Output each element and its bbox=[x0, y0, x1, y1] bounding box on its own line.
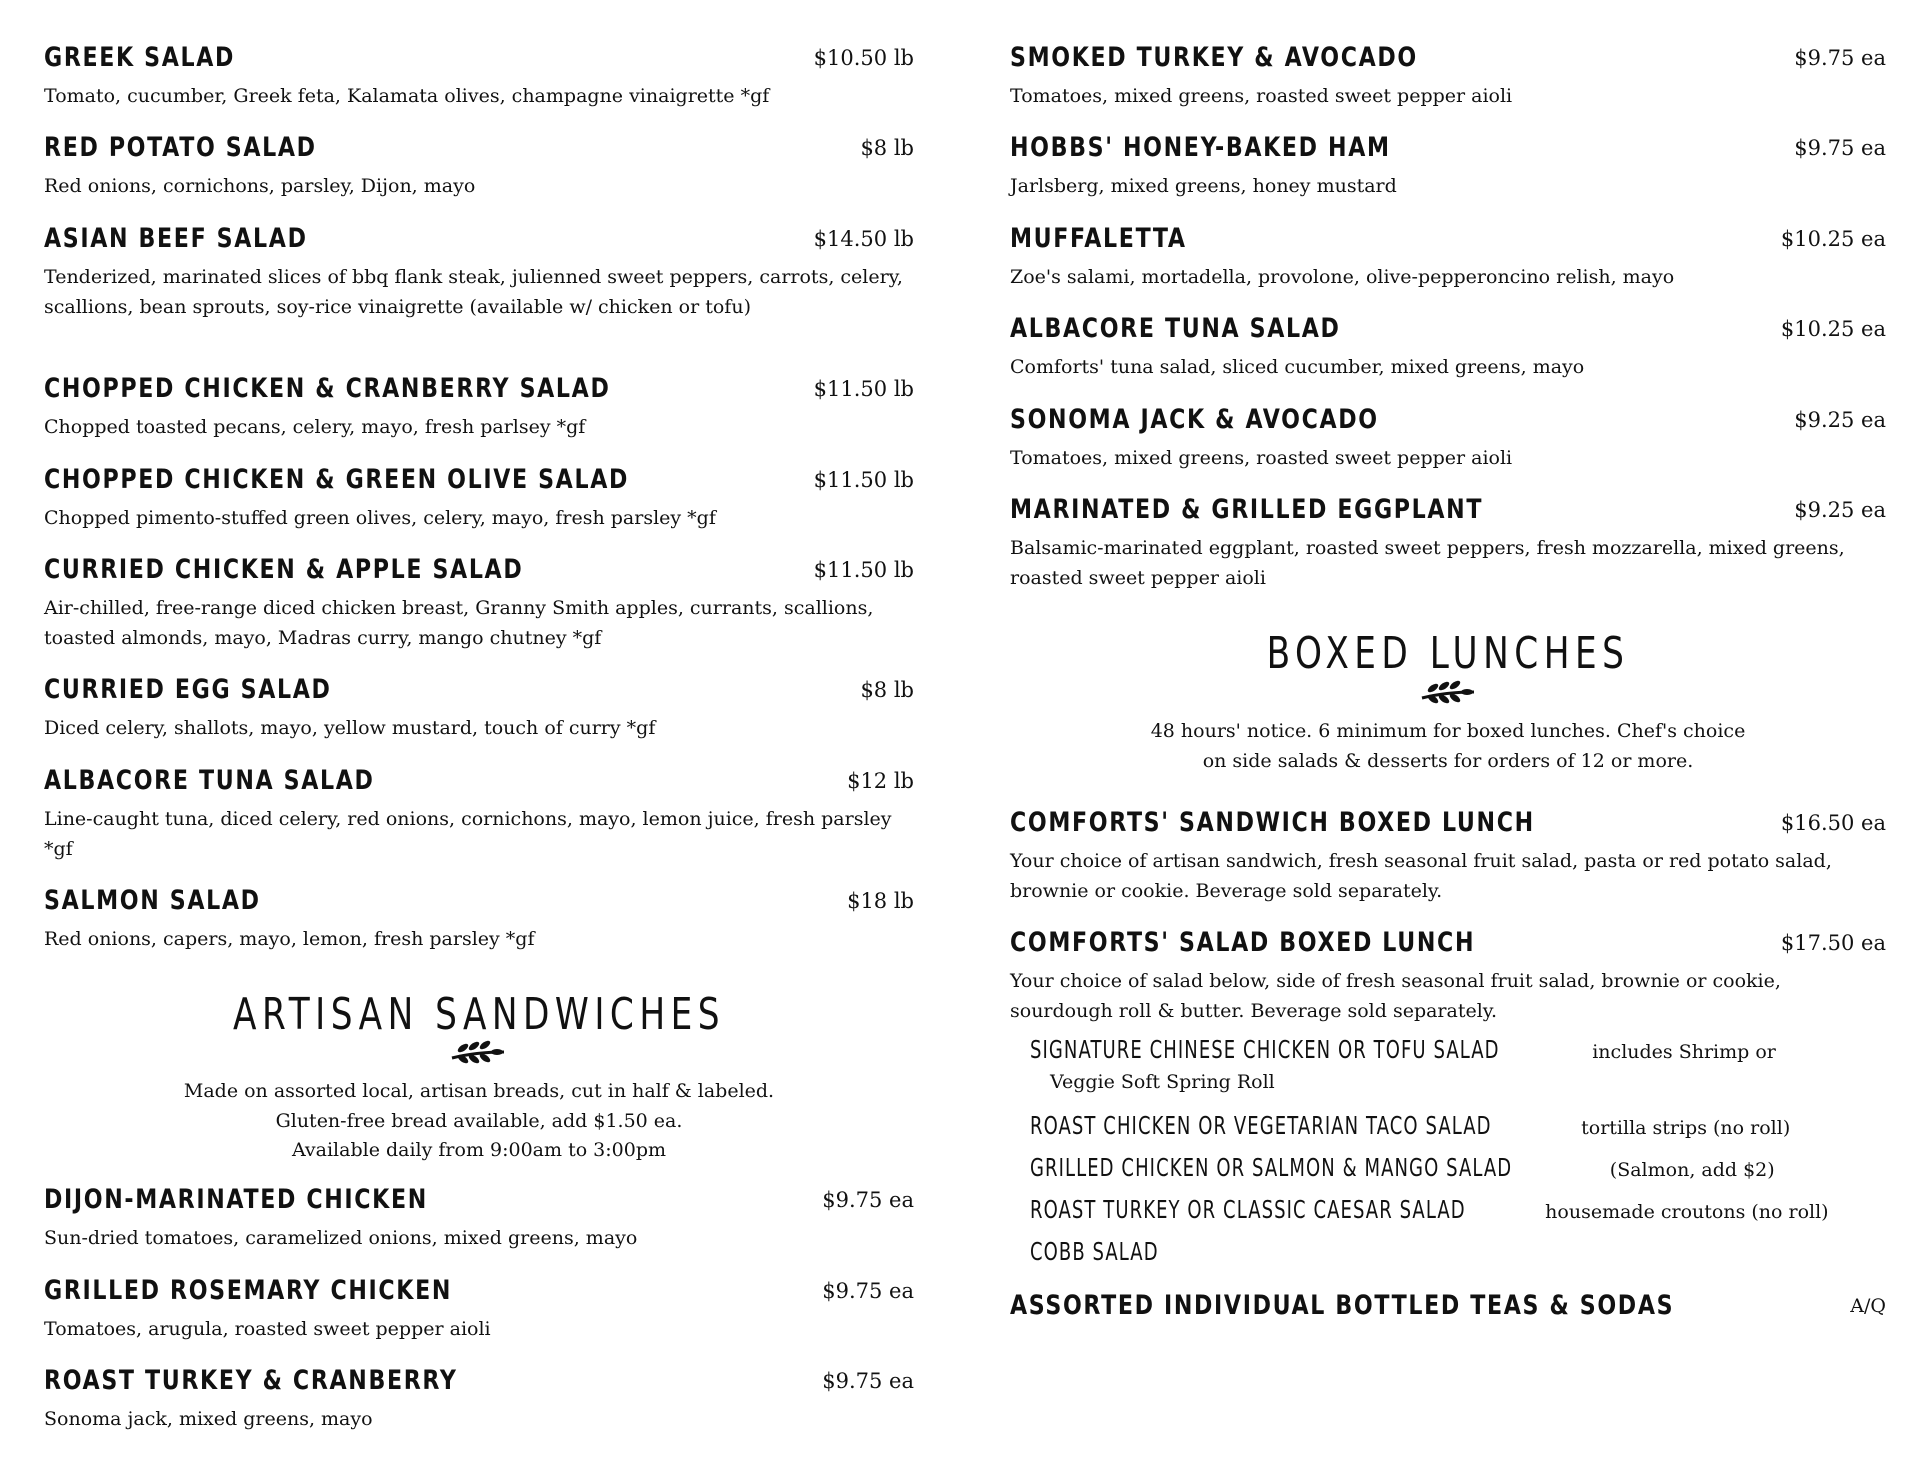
salad-option-name: ROAST CHICKEN OR VEGETARIAN TACO SALAD bbox=[1030, 1111, 1492, 1140]
item-description: Line-caught tuna, diced celery, red onions, cornichons, mayo, lemon juice, fresh parsley *gf bbox=[44, 808, 892, 860]
note-line: Available daily from 9:00am to 3:00pm bbox=[291, 1139, 667, 1161]
item-name: MUFFALETTA bbox=[1010, 223, 1187, 254]
wheat-sprig-icon bbox=[1418, 679, 1478, 705]
salad-option bbox=[1030, 1194, 1886, 1228]
item-price: $9.75 ea bbox=[822, 1369, 914, 1393]
item-name: RED POTATO SALAD bbox=[44, 132, 317, 163]
item-description: Chopped toasted pecans, celery, mayo, fresh parlsey *gf bbox=[44, 416, 586, 438]
item-name: GRILLED ROSEMARY CHICKEN bbox=[44, 1275, 453, 1306]
item-description: Comforts' tuna salad, sliced cucumber, mixed greens, mayo bbox=[1010, 356, 1585, 378]
item-name: ASIAN BEEF SALAD bbox=[44, 223, 308, 254]
section-title: ARTISAN SANDWICHES bbox=[233, 989, 725, 1040]
item-description: Tomato, cucumber, Greek feta, Kalamata olives, champagne vinaigrette *gf bbox=[44, 85, 770, 107]
salad-option-name: GRILLED CHICKEN OR SALMON & MANGO SALAD bbox=[1030, 1153, 1513, 1182]
item-price: $10.50 lb bbox=[813, 46, 914, 70]
item-description: Sonoma jack, mixed greens, mayo bbox=[44, 1408, 373, 1430]
salad-option bbox=[1030, 1110, 1886, 1144]
item-description: Tomatoes, arugula, roasted sweet pepper aioli bbox=[44, 1318, 491, 1340]
salad-option bbox=[1030, 1236, 1886, 1270]
item-price: $11.50 lb bbox=[813, 377, 914, 401]
item-name: ALBACORE TUNA SALAD bbox=[1010, 313, 1341, 344]
item-name: GREEK SALAD bbox=[44, 42, 236, 73]
item-description: Tenderized, marinated slices of bbq flank steak, julienned sweet peppers, carrots, celery, scallions, bean sprouts, soy-rice vinaigrette (available w/ chicken or tofu) bbox=[44, 266, 903, 318]
item-price: $11.50 lb bbox=[813, 558, 914, 582]
item-price: $8 lb bbox=[860, 678, 914, 702]
item-price: $16.50 ea bbox=[1780, 811, 1886, 835]
item-price: $17.50 ea bbox=[1780, 931, 1886, 955]
note-line: Made on assorted local, artisan breads, cut in half & labeled. bbox=[183, 1080, 775, 1102]
item-price: $8 lb bbox=[860, 136, 914, 160]
salad-option-note-continued: Veggie Soft Spring Roll bbox=[1050, 1071, 1275, 1093]
item-description: Tomatoes, mixed greens, roasted sweet pepper aioli bbox=[1010, 447, 1513, 469]
item-name: ASSORTED INDIVIDUAL BOTTLED TEAS & SODAS bbox=[1010, 1290, 1675, 1321]
item-name: SALMON SALAD bbox=[44, 885, 261, 916]
item-name: ALBACORE TUNA SALAD bbox=[44, 765, 375, 796]
item-name: CHOPPED CHICKEN & GREEN OLIVE SALAD bbox=[44, 464, 630, 495]
item-price: $9.25 ea bbox=[1794, 408, 1886, 432]
salad-option-note: housemade croutons (no roll) bbox=[1545, 1201, 1829, 1223]
section-title: BOXED LUNCHES bbox=[1266, 628, 1630, 679]
item-price: $9.25 ea bbox=[1794, 498, 1886, 522]
item-name: COMFORTS' SALAD BOXED LUNCH bbox=[1010, 927, 1476, 958]
item-description: Red onions, cornichons, parsley, Dijon, mayo bbox=[44, 175, 476, 197]
item-description: Red onions, capers, mayo, lemon, fresh parsley *gf bbox=[44, 928, 535, 950]
salad-option-note: includes Shrimp or bbox=[1592, 1041, 1776, 1063]
item-price: $10.25 ea bbox=[1780, 317, 1886, 341]
item-price: $9.75 ea bbox=[1794, 136, 1886, 160]
item-name: MARINATED & GRILLED EGGPLANT bbox=[1010, 494, 1484, 525]
item-price: $14.50 lb bbox=[813, 227, 914, 251]
salad-option-name: SIGNATURE CHINESE CHICKEN OR TOFU SALAD bbox=[1030, 1035, 1500, 1064]
salad-option bbox=[1030, 1034, 1886, 1093]
item-name: CURRIED CHICKEN & APPLE SALAD bbox=[44, 554, 524, 585]
item-price: $12 lb bbox=[847, 769, 914, 793]
item-name: HOBBS' HONEY-BAKED HAM bbox=[1010, 132, 1391, 163]
item-description: Your choice of salad below, side of fresh seasonal fruit salad, brownie or cookie, sourdough roll & butter. Beverage sold separately. bbox=[1010, 970, 1781, 1022]
item-description: Sun-dried tomatoes, caramelized onions, mixed greens, mayo bbox=[44, 1227, 638, 1249]
item-description: Zoe's salami, mortadella, provolone, olive-pepperoncino relish, mayo bbox=[1010, 266, 1675, 288]
item-name: DIJON-MARINATED CHICKEN bbox=[44, 1184, 428, 1215]
salad-option-name: COBB SALAD bbox=[1030, 1237, 1159, 1266]
item-name: COMFORTS' SANDWICH BOXED LUNCH bbox=[1010, 807, 1535, 838]
salad-option bbox=[1030, 1152, 1886, 1186]
item-price: A/Q bbox=[1850, 1295, 1886, 1317]
item-description: Chopped pimento-stuffed green olives, celery, mayo, fresh parsley *gf bbox=[44, 507, 716, 529]
item-description: Your choice of artisan sandwich, fresh seasonal fruit salad, pasta or red potato salad, brownie or cookie. Beverage sold separately. bbox=[1010, 850, 1832, 902]
note-line: Gluten-free bread available, add $1.50 ea. bbox=[275, 1109, 683, 1132]
wheat-sprig-icon bbox=[448, 1039, 508, 1065]
item-price: $18 lb bbox=[847, 889, 914, 913]
section-note bbox=[44, 1077, 914, 1166]
item-description: Diced celery, shallots, mayo, yellow mustard, touch of curry *gf bbox=[44, 717, 656, 739]
salad-option-name: ROAST TURKEY OR CLASSIC CAESAR SALAD bbox=[1030, 1195, 1466, 1224]
item-name: CHOPPED CHICKEN & CRANBERRY SALAD bbox=[44, 373, 611, 404]
section-note bbox=[1010, 717, 1886, 776]
item-price: $9.75 ea bbox=[822, 1188, 914, 1212]
note-line: on side salads & desserts for orders of 12 or more. bbox=[1202, 749, 1694, 772]
item-name: SMOKED TURKEY & AVOCADO bbox=[1010, 42, 1418, 73]
item-description: Balsamic-marinated eggplant, roasted sweet peppers, fresh mozzarella, mixed greens, roasted sweet pepper aioli bbox=[1010, 537, 1845, 589]
item-name: ROAST TURKEY & CRANBERRY bbox=[44, 1365, 458, 1396]
item-name: CURRIED EGG SALAD bbox=[44, 674, 332, 705]
item-description: Jarlsberg, mixed greens, honey mustard bbox=[1010, 175, 1397, 197]
salad-option-note: (Salmon, add $2) bbox=[1609, 1159, 1775, 1181]
item-price: $9.75 ea bbox=[822, 1279, 914, 1303]
note-line: 48 hours' notice. 6 minimum for boxed lunches. Chef's choice bbox=[1150, 720, 1746, 742]
item-price: $11.50 lb bbox=[813, 468, 914, 492]
salad-option-note: tortilla strips (no roll) bbox=[1581, 1117, 1791, 1139]
item-price: $10.25 ea bbox=[1780, 227, 1886, 251]
item-name: SONOMA JACK & AVOCADO bbox=[1010, 404, 1379, 435]
item-description: Tomatoes, mixed greens, roasted sweet pepper aioli bbox=[1010, 85, 1513, 107]
item-description: Air-chilled, free-range diced chicken breast, Granny Smith apples, currants, scallions, toasted almonds, mayo, Madras curry, mango chutney *gf bbox=[44, 597, 874, 649]
item-price: $9.75 ea bbox=[1794, 46, 1886, 70]
